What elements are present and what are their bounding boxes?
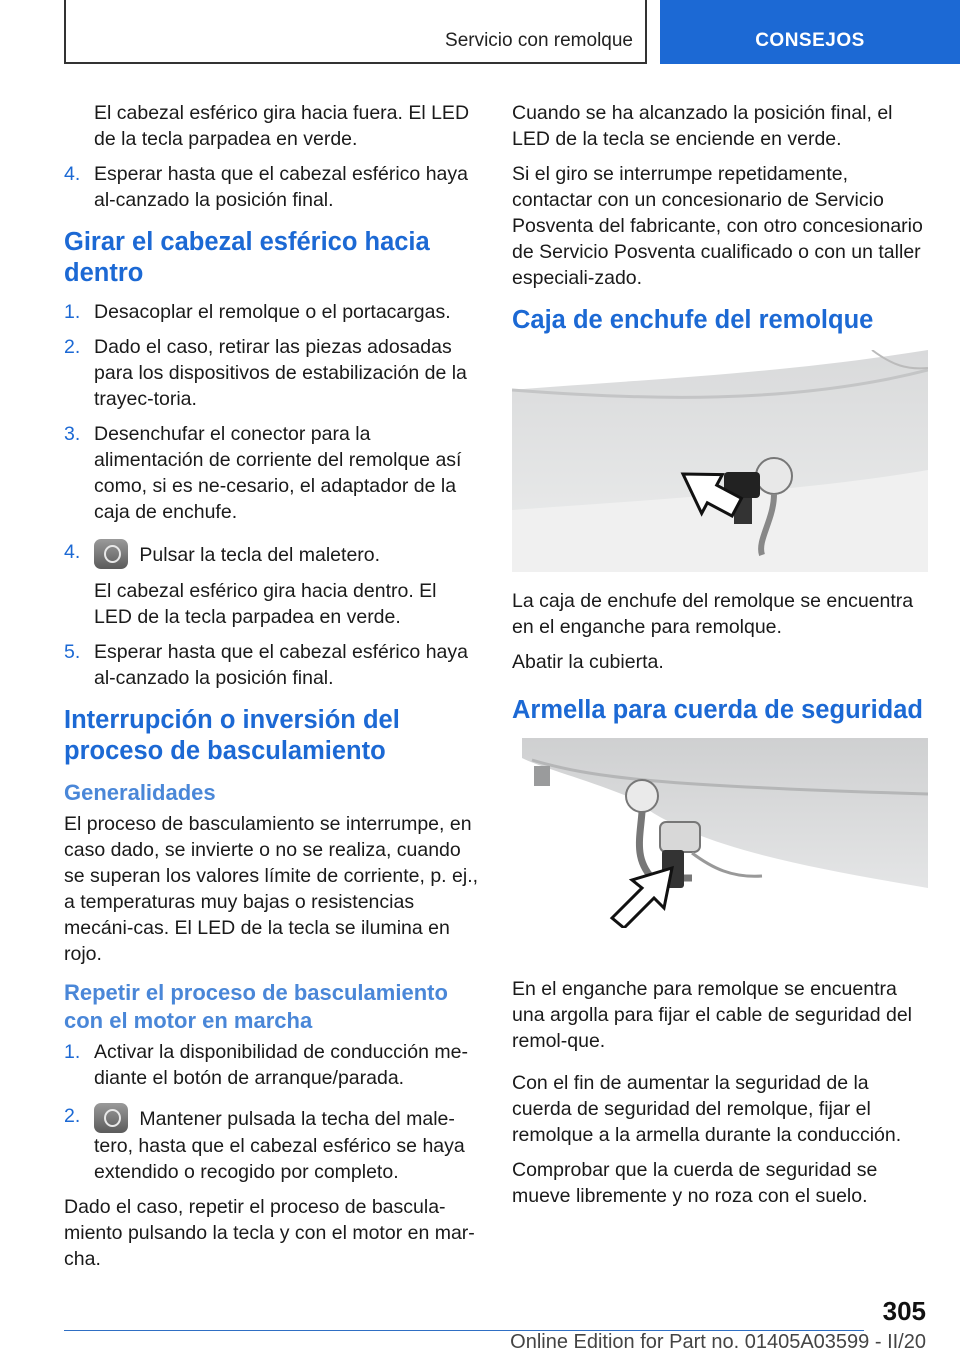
safety-eyelet-illustration — [512, 738, 928, 928]
generalidades-paragraph: El proceso de basculamiento se interrumpe, en caso dado, se invierte o no se realiza, cuando se superan los valores límite de corriente, p. ej., a temperaturas muy bajas o resistencias mecáni‐cas. El LED de la tecla se ilumina en rojo. — [64, 813, 479, 965]
socket-cover-paragraph: Abatir la cubierta. — [512, 651, 664, 673]
section-title-box — [64, 0, 647, 64]
final-position-paragraph: Cuando se ha alcanzado la posición final, el LED de la tecla se enciende en verde. — [512, 102, 893, 150]
page-number: 305 — [882, 1296, 926, 1326]
list-item — [64, 1039, 479, 1091]
chapter-tab-label: CONSEJOS — [755, 30, 865, 51]
step-text: Dado el caso, retirar las piezas adosadas para los dispositivos de estabilización de la trayec‐toria. — [94, 336, 467, 410]
list-item — [64, 299, 479, 325]
heading-caja-enchufe: Caja de enchufe del remolque — [512, 306, 874, 334]
step-number: 4. — [64, 163, 81, 185]
chapter-tab[interactable] — [660, 0, 960, 64]
eyelet-check-paragraph: Comprobar que la cuerda de seguridad se mueve libremente y no roza con el suelo. — [512, 1159, 878, 1207]
list-item — [64, 334, 479, 412]
list-item — [64, 421, 479, 525]
step-text: Activar la disponibilidad de conducción me‐diante el botón de arranque/parada. — [94, 1041, 468, 1089]
step-text: Desenchufar el conector para la alimentación de corriente del remolque así como, si es ne‐cesario, el adaptador de la caja de enchufe. — [94, 423, 462, 523]
step-text: Esperar hasta que el cabezal esférico haya al‐canzado la posición final. — [94, 163, 468, 211]
step-number: 5. — [64, 641, 81, 663]
step-text: Mantener pulsada la techa del male‐tero, hasta que el cabezal esférico se haya extendido o recogido por completo. — [94, 1108, 465, 1183]
heading-interrupcion: Interrupción o inversión del proceso de basculamiento — [64, 706, 400, 765]
trailer-socket-illustration — [512, 350, 928, 572]
list-item — [64, 639, 479, 691]
eyelet-usage-paragraph: Con el fin de aumentar la seguridad de la cuerda de seguridad del remolque, fijar el remolque a la armella durante la conducción. — [512, 1072, 902, 1146]
step-text: Esperar hasta que el cabezal esférico haya al‐canzado la posición final. — [94, 641, 468, 689]
step-number: 2. — [64, 336, 81, 358]
step-number: 3. — [64, 423, 81, 445]
right-column — [512, 100, 928, 1218]
heading-generalidades: Generalidades — [64, 780, 216, 805]
repetir-closing-paragraph: Dado el caso, repetir el proceso de bascula‐miento pulsando la tecla y con el motor en mar‐cha. — [64, 1196, 475, 1270]
step-text: Desacoplar el remolque o el portacargas. — [94, 301, 451, 323]
heading-girar: Girar el cabezal esférico hacia dentro — [64, 228, 430, 287]
section-title: Servicio con remolque — [445, 30, 633, 51]
tailgate-button-icon — [94, 1103, 128, 1133]
page-header — [0, 0, 960, 66]
list-item — [64, 161, 479, 213]
step-result: El cabezal esférico gira hacia dentro. El LED de la tecla parpadea en verde. — [94, 580, 437, 628]
list-item — [64, 1103, 479, 1185]
tailgate-button-icon — [94, 539, 128, 569]
heading-repetir: Repetir el proceso de basculamiento con el motor en marcha — [64, 980, 448, 1033]
trailer-socket-drawing — [512, 350, 928, 572]
step-number: 1. — [64, 301, 81, 323]
step-text: Pulsar la tecla del maletero. — [139, 544, 381, 566]
left-column — [64, 100, 479, 1281]
intro-paragraph: El cabezal esférico gira hacia fuera. El LED de la tecla parpadea en verde. — [94, 102, 470, 150]
eyelet-location-paragraph: En el enganche para remolque se encuentra una argolla para fijar el cable de seguridad del remol‐que. — [512, 978, 913, 1052]
safety-eyelet-drawing — [512, 738, 928, 928]
step-number: 1. — [64, 1041, 81, 1063]
socket-location-paragraph: La caja de enchufe del remolque se encuentra en el enganche para remolque. — [512, 590, 914, 638]
step-number: 4. — [64, 541, 81, 563]
heading-armella: Armella para cuerda de seguridad — [512, 696, 923, 724]
step-number: 2. — [64, 1105, 81, 1127]
list-item — [64, 539, 479, 569]
edition-note: Online Edition for Part no. 01405A03599 - II/20 — [510, 1331, 926, 1353]
service-contact-paragraph: Si el giro se interrumpe repetidamente, contactar con un concesionario de Servicio Posventa del fabricante, con otro concesionario de Servicio Posventa cualificado o con un taller especiali‐zado. — [512, 163, 923, 289]
